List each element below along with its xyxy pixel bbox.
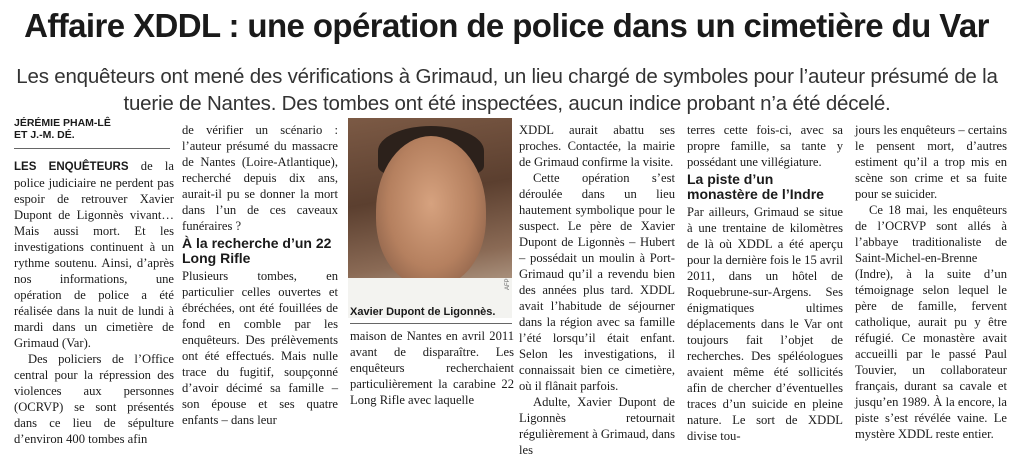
lead-in: LES ENQUÊTEURS: [14, 161, 129, 173]
column-1-paragraph-1: [14, 158, 174, 351]
column-2: [182, 122, 338, 427]
column-6-paragraph-2: Ce 18 mai, les enquêteurs de l’OCRVP sont allés à l’abbaye traditionaliste de Saint-Michel-en-Brenne (Indre), à la suite d’un témoignage selon lequel le père de famille, fervent catholique, aurait pu y être réfugié. Ce monastère avait accueilli par le passé Paul Touvier, un collaborateur français, durant sa cavale et jusqu’en 1989. À la encore, la piste s’est révélée vaine. Le mystère XDDL reste entier.: [855, 203, 1007, 441]
column-1-text-1: de la police judiciaire ne perdent pas espoir de retrouver Xavier Dupont de Ligonnès vivant… Mais aussi mort. Et les investigations continuent à un rythme soutenu. Ainsi, d’après nos informations, une opération de police a été réalisée dans la nuit de lundi à mardi dans un cimetière de Grimaud (Var).: [14, 159, 174, 350]
deck: Les enquêteurs ont mené des vérifications à Grimaud, un lieu chargé de symboles pour l’auteur présumé de la tuerie de Nantes. Des tombes ont été inspectées, aucun indice probant n’a été décelé.: [16, 65, 998, 115]
column-6: [855, 122, 1007, 441]
photo-face: [376, 136, 486, 286]
caption-divider: [350, 323, 512, 324]
column-4-paragraph-2: Cette opération s’est déroulée dans un lieu hautement symbolique pour le suspect. Le père de Xavier Dupont de Ligonnès – Hubert – possédait un moulin à Port-Grimaud qu’il a revendu bien des années plus tard. XDDL avait l’habitude de séjourner dans la région avec sa famille l’été lorsqu’il était enfant. Selon les investigations, il connaissait bien ce cimetière, où il flânait parfois.: [519, 171, 675, 393]
column-2-paragraph-2: Plusieurs tombes, en particulier celles ouvertes et ébréchées, ont été fouillées de fond en comble par les enquêteurs. Des prélèvements ont été effectués. Mais nulle trace du fugitif, soupçonné d’avoir décimé sa famille – son épouse et ses quatre enfants – dans leur: [182, 269, 338, 427]
column-3-bottom: [350, 328, 514, 408]
column-1: [14, 158, 174, 446]
byline-author-1: JÉRÉMIE PHAM-LÊ: [14, 117, 111, 129]
headline: Affaire XDDL : une opération de police dans un cimetière du Var: [24, 7, 989, 44]
column-5-paragraph-2: Par ailleurs, Grimaud se situe à une trentaine de kilomètres de là où XDDL a été aperçu pour la dernière fois le 15 avril 2011, dans un hôtel de Roquebrune-sur-Argens. Ses énigmatiques ultimes déplacements dans le Var ont toujours fait l’objet de recherches. Des spéléologues avaient même été sollicités afin de chercher d’éventuelles traces d’un suicide en pleine nature. Le sort de XDDL divise tou-: [687, 205, 843, 443]
byline-divider: [14, 148, 170, 149]
column-5-paragraph-1: terres cette fois-ci, avec sa propre famille, sa tante y possédant une villégiature.: [687, 123, 843, 169]
column-3-paragraph: maison de Nantes en avril 2011 avant de disparaître. Les enquêteurs recherchaient particulièrement la carabine 22 Long Rifle avec laquelle: [350, 329, 514, 407]
photo-caption: Xavier Dupont de Ligonnès.: [350, 306, 496, 318]
byline: [14, 117, 174, 141]
column-1-paragraph-2: Des policiers de l’Office central pour la répression des violences aux personnes (OCRVP) se sont présentés dans ce lieu de sépulture d’environ 400 tombes afin: [14, 352, 174, 446]
photo-credit: AFP: [505, 278, 511, 290]
subhead-monastere: La piste d’un monastère de l’Indre: [687, 171, 824, 202]
column-4-paragraph-3: Adulte, Xavier Dupont de Ligonnès retournait régulièrement à Grimaud, dans les: [519, 395, 675, 457]
subhead-long-rifle: À la recherche d’un 22 Long Rifle: [182, 235, 332, 266]
column-2-paragraph-1: de vérifier un scénario : l’auteur présumé du massacre de Nantes (Loire-Atlantique), recherché depuis dix ans, aurait-il pu se donner la mort dans l’un de ces caveaux funéraires ?: [182, 123, 338, 233]
column-6-paragraph-1: jours les enquêteurs – certains le pensent mort, d’autres estiment qu’il a trop mis en scène son crime et sa fuite pour se suicider.: [855, 123, 1007, 201]
byline-author-2: ET J.-M. DÉ.: [14, 129, 75, 141]
portrait-photo: [348, 118, 512, 313]
column-4: [519, 122, 675, 457]
column-4-paragraph-1: XDDL aurait abattu ses proches. Contactée, la mairie de Grimaud confirme la visite.: [519, 123, 675, 169]
column-5: [687, 122, 843, 443]
